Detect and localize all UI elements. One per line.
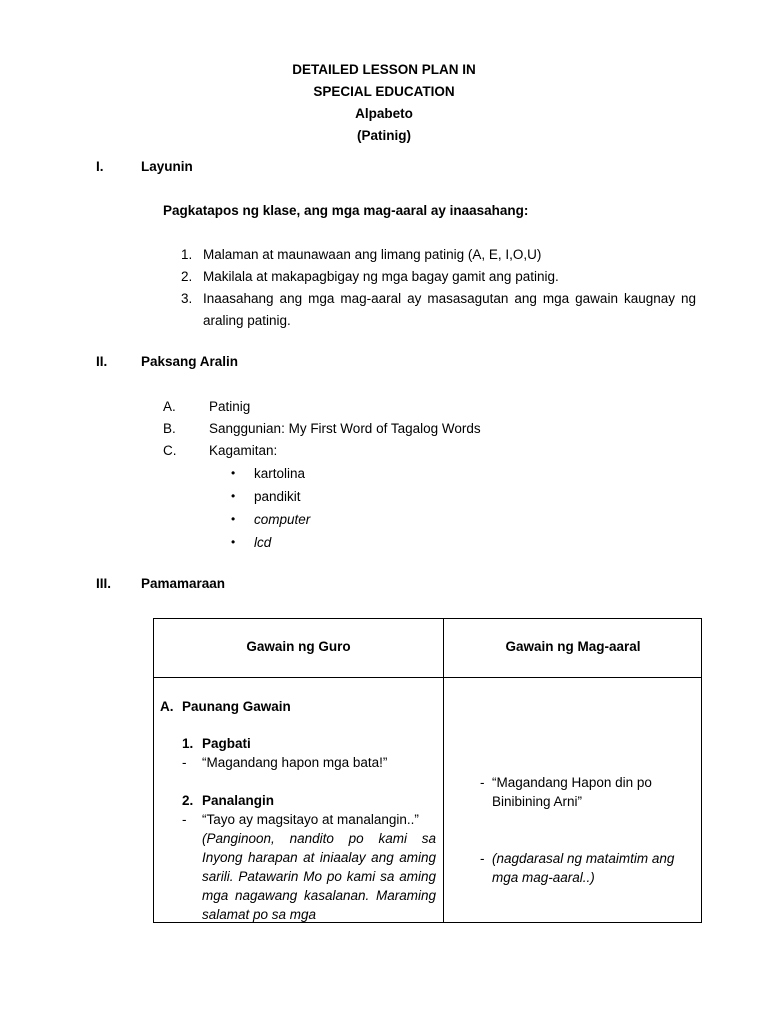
dash-marker: - — [182, 812, 187, 827]
item-letter: B. — [163, 421, 176, 436]
procedure-table — [153, 618, 702, 923]
section-title: Paunang Gawain — [182, 699, 291, 714]
student-line — [450, 773, 696, 811]
item-title: Panalangin — [202, 793, 275, 808]
list-item — [181, 244, 696, 266]
item-letter: A. — [163, 399, 176, 414]
section-label: Paksang Aralin — [141, 354, 239, 369]
bullet-icon: • — [231, 466, 236, 480]
section-heading-pamamaraan — [96, 576, 225, 591]
section-number: III. — [96, 576, 112, 591]
material-text: kartolina — [254, 466, 306, 481]
material-text: lcd — [254, 535, 272, 550]
teacher-line — [160, 753, 436, 772]
line-text: “Magandang Hapon din po Binibining Arni” — [492, 775, 652, 809]
objectives-lead: Pagkatapos ng klase, ang mga mag-aaral ay inaasahang: — [163, 203, 529, 218]
item-text: Patinig — [209, 399, 251, 414]
section-label: Layunin — [141, 159, 193, 174]
student-line — [450, 849, 696, 887]
section-number: II. — [96, 354, 108, 369]
section-letter: A. — [160, 699, 174, 714]
teacher-activity-cell — [160, 697, 436, 924]
header-student-activity: Gawain ng Mag-aaral — [505, 639, 641, 654]
section-paunang-gawain — [160, 697, 436, 716]
section-number: I. — [96, 159, 104, 174]
item-text: Malaman at maunawaan ang limang patinig (A, E, I,O,U) — [203, 247, 542, 262]
header-teacher-activity: Gawain ng Guro — [246, 639, 351, 654]
column-divider — [443, 619, 444, 922]
item-text: Sanggunian: My First Word of Tagalog Words — [209, 421, 481, 436]
item-panalangin — [160, 791, 436, 810]
bullet-icon: • — [231, 512, 236, 526]
item-number: 1. — [182, 736, 194, 751]
material-text: computer — [254, 512, 311, 527]
item-text: Kagamitan: — [209, 443, 278, 458]
dash-marker: - — [480, 775, 485, 790]
list-item — [181, 288, 696, 332]
item-number: 1. — [181, 247, 193, 262]
teacher-line — [160, 810, 436, 829]
document-title — [0, 59, 768, 147]
item-text: Inaasahang ang mga mag-aaral ay masasagutan ang mga gawain kaugnay ng araling patinig. — [203, 291, 696, 328]
header-divider — [154, 677, 701, 678]
list-item — [181, 266, 696, 288]
bullet-icon: • — [231, 535, 236, 549]
dash-marker: - — [480, 851, 485, 866]
item-letter: C. — [163, 443, 177, 458]
item-number: 3. — [181, 291, 193, 306]
title-line-2: SPECIAL EDUCATION — [313, 84, 455, 99]
objectives-list — [181, 244, 696, 332]
bullet-icon: • — [231, 489, 236, 503]
title-line-3: Alpabeto — [355, 106, 413, 121]
student-activity-cell — [450, 697, 696, 887]
title-line-4: (Patinig) — [357, 128, 411, 143]
item-text: Makilala at makapagbigay ng mga bagay gamit ang patinig. — [203, 269, 559, 284]
dash-marker: - — [182, 755, 187, 770]
section-heading-paksang-aralin — [96, 354, 238, 369]
line-text: (nagdarasal ng mataimtim ang mga mag-aaral..) — [492, 851, 675, 885]
prayer-text: (Panginoon, nandito po kami sa Inyong harapan at iniaalay ang aming sarili. Patawarin Mo po kami sa aming mga nagawang kasalanan. Maraming salamat po sa mga — [202, 831, 436, 922]
section-heading-layunin — [96, 159, 193, 174]
title-line-1: DETAILED LESSON PLAN IN — [292, 62, 476, 77]
material-text: pandikit — [254, 489, 301, 504]
section-label: Pamamaraan — [141, 576, 226, 591]
item-pagbati — [160, 734, 436, 753]
item-number: 2. — [182, 793, 194, 808]
line-text: “Magandang hapon mga bata!” — [202, 755, 388, 770]
line-text: “Tayo ay magsitayo at manalangin..” — [202, 812, 419, 827]
item-number: 2. — [181, 269, 193, 284]
item-title: Pagbati — [202, 736, 251, 751]
